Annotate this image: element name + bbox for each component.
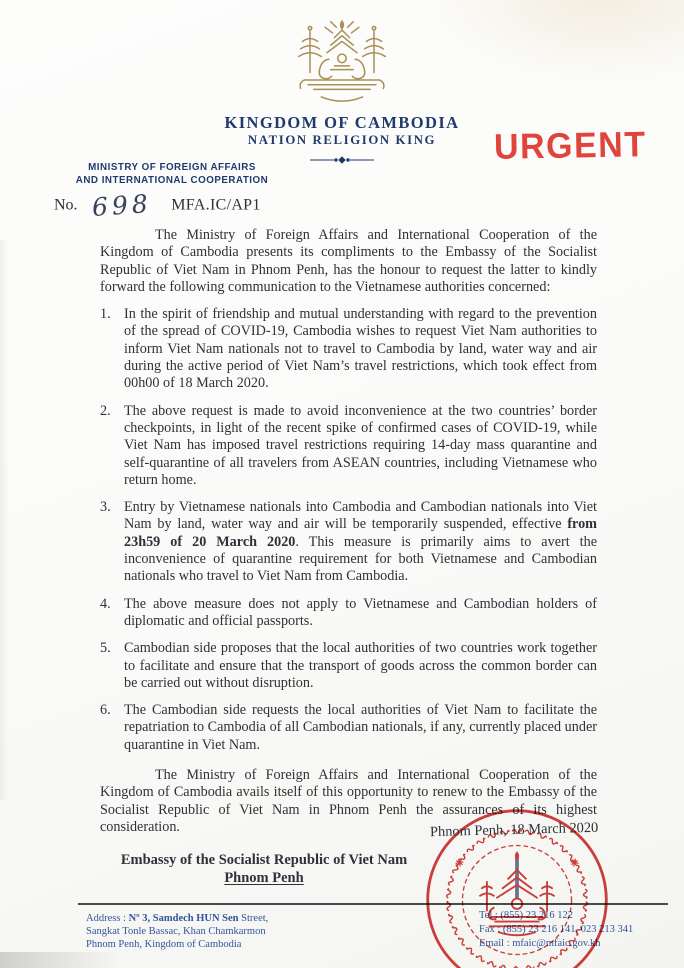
handwritten-number: 698 — [90, 188, 153, 223]
item-text-pre: The above request is made to avoid inconvenience at the two countries’ border checkpoints, in light of the recent spike of confirmed cases of COVID-19, while Viet Nam has imposed travel restrictions requiring 14-day mass quarantine and self-quarantine of all travelers from ASEAN countries, including Vietnamese who return home. — [124, 402, 597, 488]
ministry-line2: AND INTERNATIONAL COOPERATION — [75, 174, 269, 186]
footer-address-line1 — [86, 912, 268, 925]
footer-fax: Fax : (855) 23 216 141, 023 213 341 — [479, 923, 634, 935]
reference-number-line — [54, 188, 261, 223]
list-item — [100, 702, 597, 754]
item-number: 2. — [100, 402, 111, 419]
addressee-line1: Embassy of the Socialist Republic of Viet Nam — [120, 852, 408, 868]
ministry-line1: MINISTRY OF FOREIGN AFFAIRS — [88, 162, 256, 173]
footer-address-line3: Phnom Penh, Kingdom of Cambodia — [86, 939, 242, 950]
opening-paragraph: The Ministry of Foreign Affairs and International Cooperation of the Kingdom of Cambodia presents its compliments to the Embassy of the Socialist Republic of Viet Nam in Phnom Penh, has the honour to request the latter to kindly forward the following communication to the Vietnamese authorities concerned: — [100, 227, 597, 295]
footer-tel: Tel : (855) 23 216 122 — [479, 910, 574, 921]
ref-no-label: No. — [54, 196, 78, 214]
item-text — [124, 702, 597, 754]
list-item — [100, 403, 597, 489]
urgent-stamp: URGENT — [493, 124, 647, 168]
item-number: 5. — [100, 640, 111, 657]
list-item — [100, 499, 597, 585]
addressee-line2: Phnom Penh — [224, 870, 304, 886]
item-number: 3. — [100, 499, 111, 516]
item-text-pre: Entry by Vietnamese nationals into Cambodia and Cambodian nationals into Viet Nam by land, water way and air will be temporarily suspended, effective — [124, 499, 597, 533]
footer-address-label: Address : — [86, 913, 129, 924]
item-text-post: . This measure is primarily aims to avert the inconvenience of quarantine requirement for both Vietnamese and Cambodian nationals who travel to Viet Nam from Cambodia. — [124, 533, 597, 585]
footer-address-line2: Sangkat Tonle Bassac, Khan Chamkarmon — [86, 926, 266, 937]
letter-body — [100, 227, 597, 836]
ministry-letterhead — [20, 162, 324, 187]
item-number: 6. — [100, 702, 111, 719]
ref-code: MFA.IC/AP1 — [171, 196, 261, 214]
item-text — [124, 403, 597, 489]
item-text-bold: from 23h59 of 20 March 2020 — [124, 516, 597, 550]
kingdom-title: KINGDOM OF CAMBODIA — [224, 113, 460, 132]
item-text — [124, 499, 597, 585]
royal-arms-emblem — [272, 16, 412, 117]
dateline: Phnom Penh, 18 March 2020 — [429, 819, 599, 841]
closing-paragraph: The Ministry of Foreign Affairs and International Cooperation of the Kingdom of Cambodia avails itself of this opportunity to renew to the Embassy of the Socialist Republic of Viet Nam in Phnom Penh the assurances of its highest consideration. — [100, 767, 597, 835]
item-text-pre: In the spirit of friendship and mutual understanding with regard to the prevention of the spread of COVID-19, Cambodia wishes to request Viet Nam authorities to inform Viet Nam nationals not to travel to Cambodia by land, water way and air during the active period of Viet Nam’s travel restrictions, which took effect from 00h00 of 18 March 2020. — [124, 306, 597, 392]
list-item — [100, 640, 597, 692]
footer-email: Email : mfaic@mfaic.gov.kh — [479, 937, 601, 949]
page-edge-shading — [0, 240, 8, 800]
footer-address-street-bold: Nº 3, Samdech HUN Sen — [128, 913, 239, 924]
list-item — [100, 306, 597, 392]
footer-address-rest: Street, — [238, 913, 269, 924]
addressee-block — [98, 851, 430, 887]
item-number: 4. — [100, 595, 111, 612]
footer-address-block — [86, 912, 268, 951]
item-text — [124, 640, 597, 692]
item-text-pre: The Cambodian side requests the local authorities of Viet Nam to facilitate the repatriation to Cambodia of all Cambodian nationals, if any, currently placed under quarantine in Viet Nam. — [124, 702, 597, 753]
page-edge-shadow — [0, 952, 120, 968]
item-text-pre: The above measure does not apply to Vietnamese and Cambodian holders of diplomatic and official passports. — [124, 595, 597, 629]
item-text — [124, 596, 597, 631]
item-text — [124, 306, 597, 392]
list-item — [100, 596, 597, 631]
item-number: 1. — [100, 306, 111, 323]
national-motto: NATION RELIGION KING — [247, 133, 437, 147]
item-text-pre: Cambodian side proposes that the local authorities of two countries work together to facilitate and ensure that the transport of goods across the common border can be carried out without disruption. — [124, 640, 597, 691]
